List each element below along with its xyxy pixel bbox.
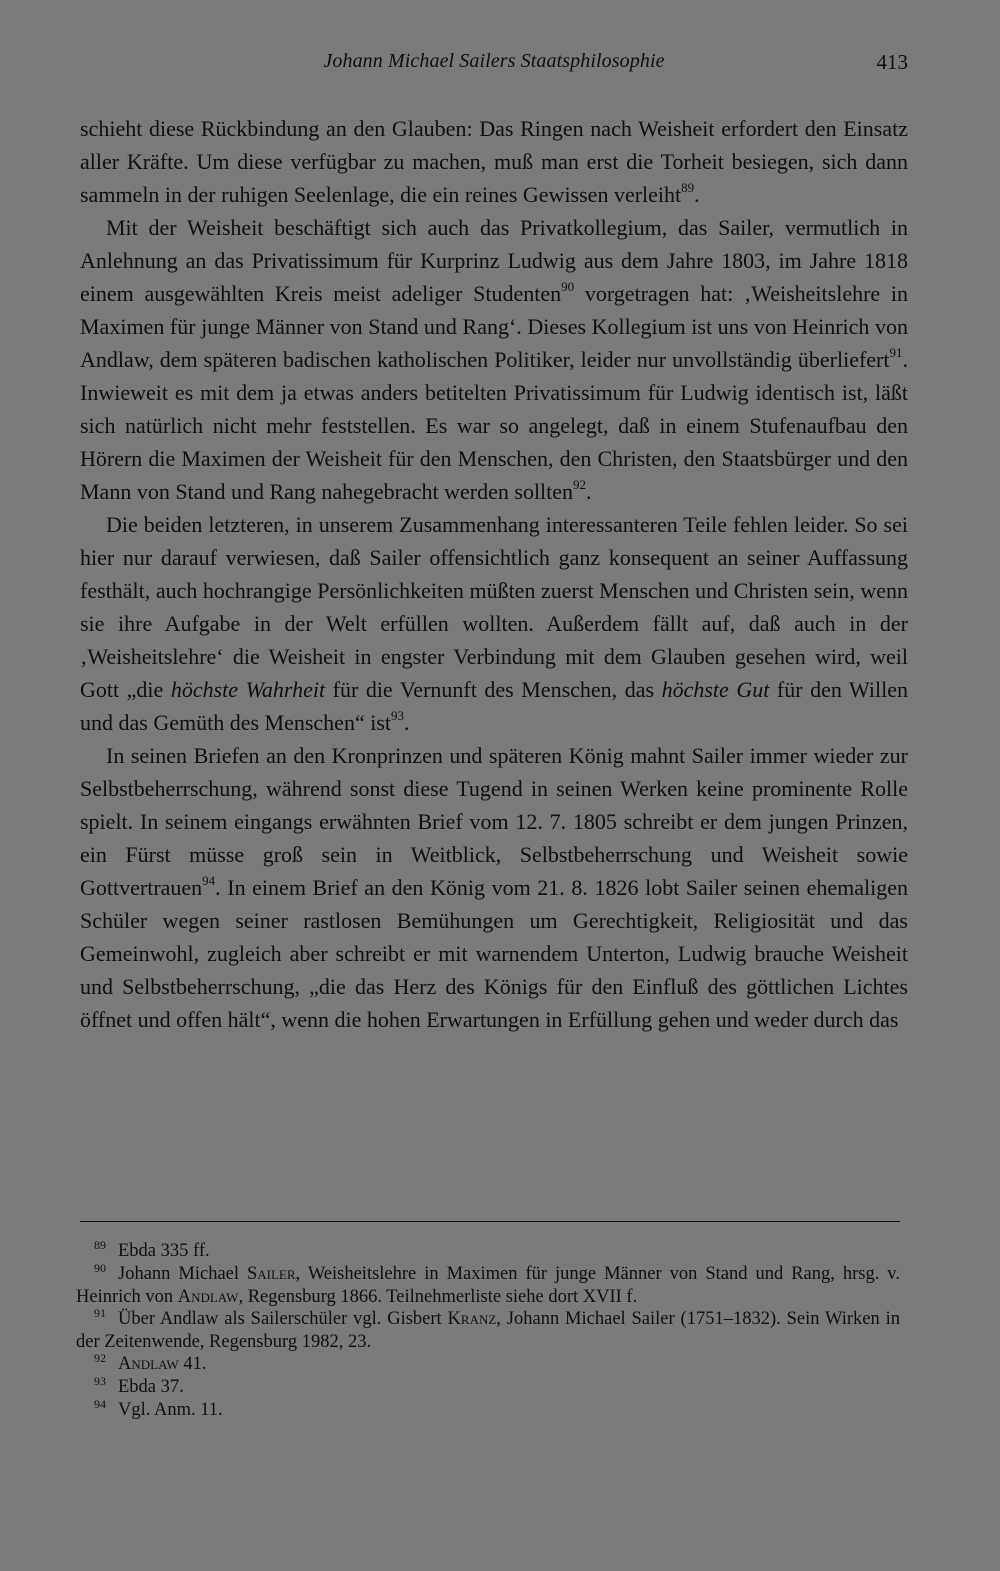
footnote-text: Über Andlaw als Sailerschüler vgl. Gisbert xyxy=(118,1309,448,1329)
footnote-text: , Johann Michael Sailer (1751–1832). Sein Wirken in der Zeitenwende, Regensburg 1982, 23. xyxy=(76,1309,900,1352)
paragraph-text: . xyxy=(586,479,592,504)
footnote-92 xyxy=(76,1353,900,1376)
footnotes xyxy=(76,1240,900,1422)
footnote-number: 89 xyxy=(94,1238,106,1252)
footnote-number: 90 xyxy=(94,1261,106,1275)
footnote-text: 41. xyxy=(178,1354,207,1374)
footnote-text: Ebda 37. xyxy=(118,1377,184,1397)
footnote-89 xyxy=(76,1240,900,1263)
paragraph-2 xyxy=(80,211,908,508)
emphasis-text: höchste Gut xyxy=(661,677,770,702)
running-title: Johann Michael Sailers Staatsphilosophie xyxy=(323,50,665,72)
footnote-text: , Regensburg 1866. Teilnehmerliste siehe dort XVII f. xyxy=(238,1287,638,1307)
paragraph-text: . xyxy=(694,182,700,207)
footnote-ref-94[interactable]: 94 xyxy=(202,872,216,888)
footnote-91 xyxy=(76,1308,900,1353)
paragraph-text: vorgetragen hat: ‚Weisheitslehre in Maximen für junge Männer von Stand und Rang‘. Dieses Kollegium ist uns von Heinrich von Andlaw, dem späteren badischen katholischen Politiker, leider nur unvollständig überliefert xyxy=(80,281,908,372)
author-name: Sailer xyxy=(246,1264,296,1284)
paragraph-text: . In einem Brief an den König vom 21. 8. 1826 lobt Sailer seinen ehemaligen Schüler wegen seiner rastlosen Bemühungen um Gerechtigkeit, Religiosität und das Gemeinwohl, zugleich aber schreibt er mit warnendem Unterton, Ludwig brauche Weisheit und Selbstbeherrschung, „die das Herz des Königs für den Einfluß des göttlichen Lichtes öffnet und offen hält“, wenn die hohen Erwartungen in Erfüllung gehen und weder durch das xyxy=(80,875,908,1032)
emphasis-text: höchste Wahrheit xyxy=(170,677,326,702)
paragraph-text: . Inwieweit es mit dem ja etwas anders betitelten Privatissimum für Ludwig identisch ist, läßt sich natürlich nicht mehr feststellen. Es war so angelegt, daß in einem Stufenaufbau den Hörern die Maximen der Weisheit für den Menschen, den Christen, den Staatsbürger und den Mann von Stand und Rang nahegebracht werden sollten xyxy=(80,347,908,504)
footnote-number: 94 xyxy=(94,1397,106,1411)
paragraph-text: Mit der Weisheit beschäftigt sich auch das Privatkollegium, das Sailer, vermutlich in Anlehnung an das Privatissimum für Kurprinz Ludwig aus dem Jahre 1803, im Jahre 1818 einem ausgewählten Kreis meist adeliger Studenten xyxy=(80,215,908,306)
footnote-number: 92 xyxy=(94,1351,106,1365)
footnote-ref-92[interactable]: 92 xyxy=(573,476,587,492)
author-name: Kranz xyxy=(447,1309,497,1329)
footnote-number: 93 xyxy=(94,1374,106,1388)
paragraph-4 xyxy=(80,739,908,1036)
footnote-ref-89[interactable]: 89 xyxy=(681,179,695,195)
footnote-text: Vgl. Anm. 11. xyxy=(118,1400,223,1420)
footnote-text: , Weisheitslehre in Maximen für junge Männer von Stand und Rang, hrsg. v. Heinrich von xyxy=(76,1264,900,1307)
footnote-ref-91[interactable]: 91 xyxy=(889,344,903,360)
paragraph-3 xyxy=(80,508,908,739)
page-number: 413 xyxy=(876,50,908,74)
footnote-text: Johann Michael xyxy=(118,1264,247,1284)
paragraph-1 xyxy=(80,112,908,211)
footnote-93 xyxy=(76,1376,900,1399)
footnote-number: 91 xyxy=(94,1306,106,1320)
author-name: Andlaw xyxy=(118,1354,179,1374)
main-text xyxy=(80,112,908,1036)
paragraph-text: Die beiden letzteren, in unserem Zusammenhang interessanteren Teile fehlen leider. So sei hier nur darauf verwiesen, daß Sailer offensichtlich ganz konsequent an seiner Auffassung festhält, auch hochrangige Persönlichkeiten müßten zuerst Menschen und Christen sein, wenn sie ihre Aufgabe in der Welt erfüllen wollten. Außerdem fällt auf, daß auch in der ‚Weisheitslehre‘ die Weisheit in engster Verbindung mit dem Glauben gesehen wird, weil Gott „die xyxy=(80,512,908,702)
paragraph-text: für den Willen und das Gemüth des Menschen“ ist xyxy=(80,677,908,735)
paragraph-text: In seinen Briefen an den Kronprinzen und späteren König mahnt Sailer immer wieder zur Selbstbeherrschung, während sonst diese Tugend in seinen Werken keine prominente Rolle spielt. In seinem eingangs erwähnten Brief vom 12. 7. 1805 schreibt er dem jungen Prinzen, ein Fürst müsse groß sein in Weitblick, Selbstbeherrschung und Weisheit sowie Gottvertrauen xyxy=(80,743,908,900)
footnote-ref-93[interactable]: 93 xyxy=(391,707,404,723)
footnote-ref-90[interactable]: 90 xyxy=(561,278,575,294)
paragraph-text: schieht diese Rückbindung an den Glauben: Das Ringen nach Weisheit erfordert den Einsatz aller Kräfte. Um diese verfügbar zu machen, muß man erst die Torheit besiegen, sich dann sammeln in der ruhigen Seelenlage, die ein reines Gewissen verleiht xyxy=(80,116,908,207)
footnote-text: Ebda 335 ff. xyxy=(118,1241,210,1261)
footnote-94 xyxy=(76,1399,900,1422)
author-name: Andlaw xyxy=(177,1287,239,1307)
footnote-90 xyxy=(76,1263,900,1308)
footnote-divider xyxy=(80,1221,900,1222)
paragraph-text: für die Vernunft des Menschen, das xyxy=(325,677,662,702)
paragraph-text: . xyxy=(404,710,410,735)
page-header xyxy=(80,50,908,78)
